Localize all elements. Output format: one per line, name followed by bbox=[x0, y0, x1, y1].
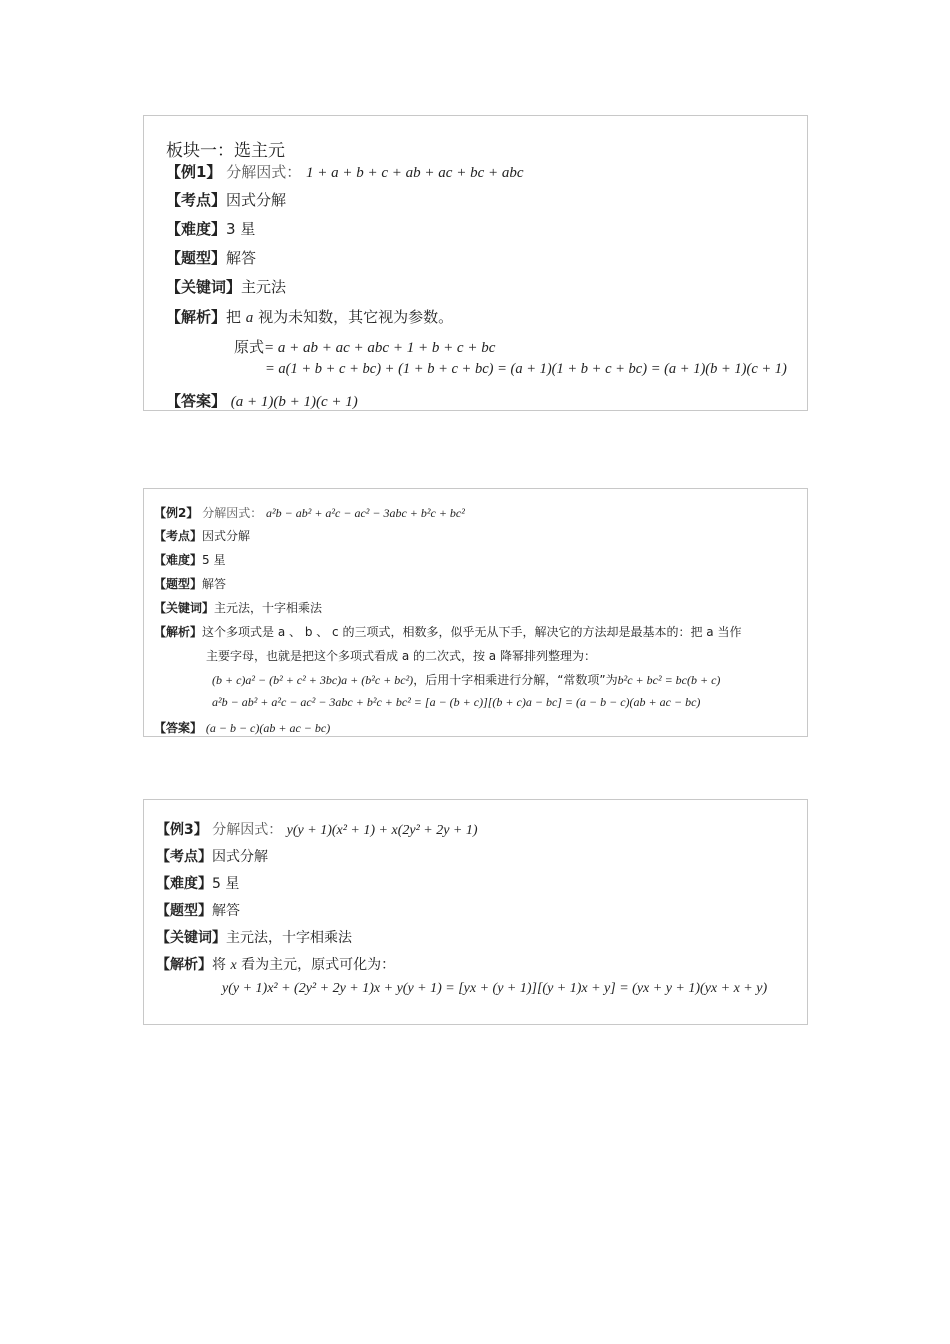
ex2-jiexi-l3 bbox=[212, 671, 720, 688]
ex3-kaodian bbox=[156, 846, 268, 866]
ex2-problem: a²b − ab² + a²c − ac² − 3abc + b²c + bc² bbox=[266, 506, 465, 520]
ex1-kaodian bbox=[166, 189, 286, 210]
ex1-guanjianci-value: 主元法 bbox=[241, 278, 287, 296]
ex3-prompt: 分解因式： bbox=[212, 822, 283, 838]
ex3-nandu bbox=[156, 873, 239, 893]
ex1-guanjianci bbox=[166, 276, 286, 297]
ex3-guanjianci-tag: 【关键词】 bbox=[156, 930, 226, 946]
ex1-jiexi-post: 视为未知数，其它视为参数。 bbox=[253, 308, 454, 326]
ex2-guanjianci-tag: 【关键词】 bbox=[154, 601, 215, 615]
ex2-kaodian bbox=[154, 527, 250, 544]
example-2-card bbox=[143, 488, 808, 737]
ex2-jiexi-tag: 【解析】 bbox=[154, 625, 203, 639]
ex2-jiexi-l2: 主要字母，也就是把这个多项式看成 a 的二次式，按 a 降幂排列整理为： bbox=[206, 649, 596, 663]
ex2-guanjianci-value: 主元法，十字相乘法 bbox=[214, 601, 323, 615]
ex2-tixing-value: 解答 bbox=[202, 577, 227, 591]
ex3-problem: y(y + 1)(x² + 1) + x(2y² + 2y + 1) bbox=[286, 823, 478, 838]
ex3-kaodian-tag: 【考点】 bbox=[156, 849, 212, 865]
section-title: 板块一：选主元 bbox=[166, 141, 285, 161]
ex3-tixing-tag: 【题型】 bbox=[156, 903, 212, 919]
ex2-tag: 【例2】 bbox=[154, 506, 199, 520]
ex1-nandu-tag: 【难度】 bbox=[166, 220, 227, 238]
ex3-nandu-value: 5 星 bbox=[212, 876, 240, 892]
ex1-daan-tag: 【答案】 bbox=[166, 392, 227, 410]
ex2-kaodian-value: 因式分解 bbox=[202, 529, 251, 543]
ex1-prompt: 分解因式： bbox=[226, 163, 302, 181]
ex3-jiexi-pre: 将 bbox=[212, 957, 231, 973]
ex2-jiexi-l1 bbox=[154, 623, 741, 640]
ex3-jiexi bbox=[156, 954, 395, 974]
ex1-tag: 【例1】 bbox=[166, 163, 222, 181]
ex1-tixing bbox=[166, 247, 256, 268]
ex2-tixing bbox=[154, 575, 226, 592]
ex2-prompt: 分解因式： bbox=[202, 506, 263, 520]
ex2-jiexi-l3-math2: b²c + bc² = bc(b + c) bbox=[617, 673, 721, 687]
ex2-daan bbox=[154, 719, 330, 736]
ex1-step1 bbox=[234, 336, 495, 357]
ex2-jiexi-l1-text: 这个多项式是 a 、 b 、 c 的三项式，相数多，似乎无从下手，解决它的方法却是最基本的：把 a 当作 bbox=[202, 625, 742, 639]
ex3-guanjianci-value: 主元法，十字相乘法 bbox=[226, 930, 352, 946]
ex2-jiexi-l3-math: (b + c)a² − (b² + c² + 3bc)a + (b²c + bc²) bbox=[212, 673, 414, 687]
ex3-guanjianci bbox=[156, 927, 352, 947]
ex2-kaodian-tag: 【考点】 bbox=[154, 529, 203, 543]
ex2-nandu-tag: 【难度】 bbox=[154, 553, 203, 567]
ex1-problem: 1 + a + b + c + ab + ac + bc + abc bbox=[306, 165, 524, 181]
ex1-step2: = a(1 + b + c + bc) + (1 + b + c + bc) = (a + 1)(1 + b + c + bc) = (a + 1)(b + 1)(c + 1) bbox=[265, 361, 787, 377]
example-1-card bbox=[143, 115, 808, 411]
ex1-problem-line bbox=[166, 161, 524, 182]
ex1-step1-math: = a + ab + ac + abc + 1 + b + c + bc bbox=[264, 340, 496, 356]
ex1-jiexi-tag: 【解析】 bbox=[166, 308, 227, 326]
ex1-tixing-tag: 【题型】 bbox=[166, 249, 227, 267]
ex2-nandu-value: 5 星 bbox=[202, 553, 226, 567]
ex1-daan bbox=[166, 390, 358, 411]
ex1-daan-value: (a + 1)(b + 1)(c + 1) bbox=[230, 394, 358, 410]
ex1-kaodian-tag: 【考点】 bbox=[166, 191, 227, 209]
ex2-guanjianci bbox=[154, 599, 322, 616]
ex2-jiexi-l4: a²b − ab² + a²c − ac² − 3abc + b²c + bc² = [a − (b + c)][(b + c)a − bc] = (a − b − c)(ab + ac − bc) bbox=[212, 695, 701, 709]
ex1-kaodian-value: 因式分解 bbox=[226, 191, 287, 209]
ex1-jiexi bbox=[166, 306, 453, 327]
ex3-tixing bbox=[156, 900, 240, 920]
ex3-jiexi-post: 看为主元，原式可化为： bbox=[236, 957, 396, 973]
ex2-daan-tag: 【答案】 bbox=[154, 721, 203, 735]
ex1-tixing-value: 解答 bbox=[226, 249, 257, 267]
ex2-nandu bbox=[154, 551, 225, 568]
ex3-tag: 【例3】 bbox=[156, 822, 208, 838]
example-3-card bbox=[143, 799, 808, 1025]
ex1-nandu-value: 3 星 bbox=[226, 220, 256, 238]
ex2-problem-line bbox=[154, 504, 465, 521]
ex1-step1-label: 原式 bbox=[234, 338, 265, 356]
ex1-guanjianci-tag: 【关键词】 bbox=[166, 278, 242, 296]
ex2-tixing-tag: 【题型】 bbox=[154, 577, 203, 591]
ex1-jiexi-var: a bbox=[245, 310, 254, 326]
ex3-kaodian-value: 因式分解 bbox=[212, 849, 268, 865]
ex3-nandu-tag: 【难度】 bbox=[156, 876, 212, 892]
ex3-problem-line bbox=[156, 819, 478, 839]
ex1-jiexi-pre: 把 bbox=[226, 308, 246, 326]
ex2-jiexi-l3-text: ，后用十字相乘进行分解，“常数项”为 bbox=[413, 673, 618, 687]
ex2-daan-value: (a − b − c)(ab + ac − bc) bbox=[205, 721, 331, 735]
ex3-jiexi-var: x bbox=[230, 958, 237, 973]
ex1-nandu bbox=[166, 218, 255, 239]
ex3-jiexi-math: y(y + 1)x² + (2y² + 2y + 1)x + y(y + 1) = [yx + (y + 1)][(y + 1)x + y] = (yx + y + 1)(yx + x + y) bbox=[222, 981, 768, 996]
ex3-jiexi-tag: 【解析】 bbox=[156, 957, 212, 973]
ex3-tixing-value: 解答 bbox=[212, 903, 240, 919]
